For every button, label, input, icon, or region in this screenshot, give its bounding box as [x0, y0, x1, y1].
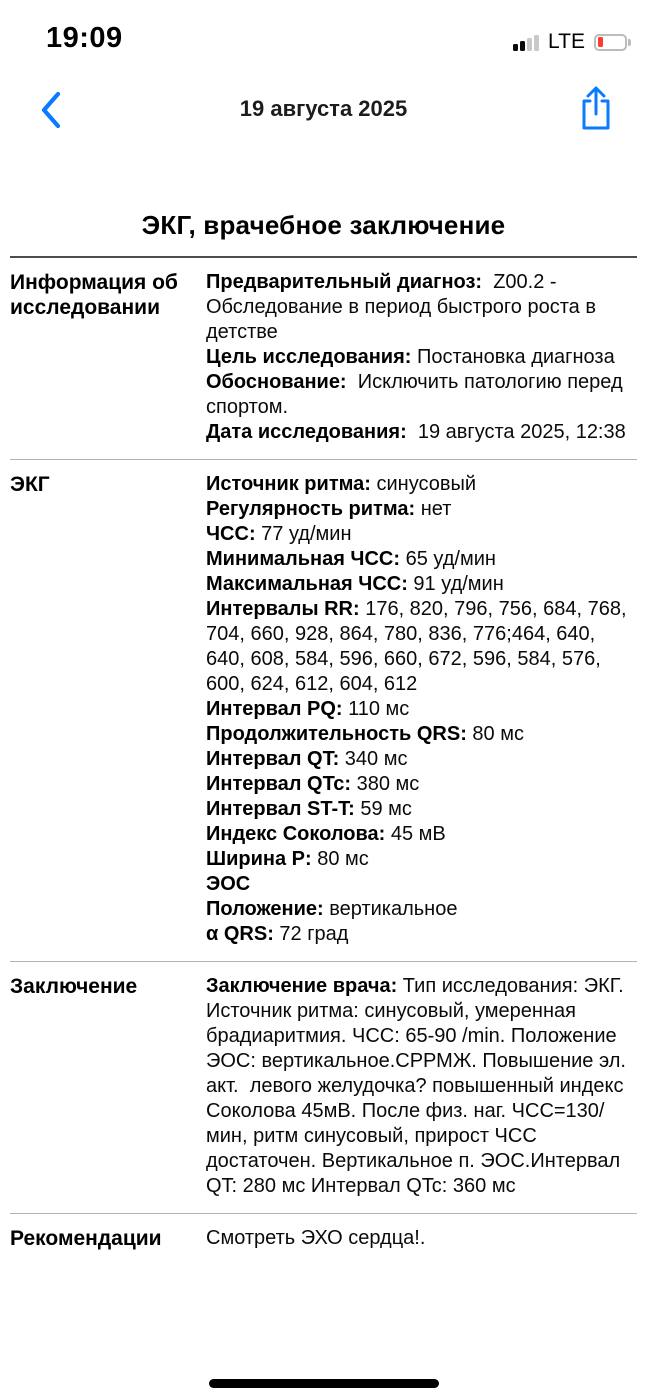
share-button[interactable]	[577, 84, 615, 132]
field-row	[206, 597, 633, 697]
field-key: Источник ритма:	[206, 473, 371, 495]
field-key: Положение:	[206, 898, 324, 920]
field-key: Регулярность ритма:	[206, 498, 416, 520]
field-key: Индекс Соколова:	[206, 823, 386, 845]
report-section	[10, 961, 637, 1213]
section-label: Рекомендации	[10, 1227, 162, 1250]
field-row	[206, 722, 629, 747]
field-row	[206, 572, 629, 597]
section-content	[206, 974, 637, 1199]
field-value: 380 мс	[351, 773, 420, 795]
field-row	[206, 747, 629, 772]
field-key: Максимальная ЧСС:	[206, 573, 408, 595]
field-key: Интервал QT:	[206, 748, 340, 770]
home-indicator[interactable]	[209, 1379, 439, 1388]
field-row	[206, 872, 629, 897]
field-key: Заключение врача:	[206, 975, 398, 997]
back-button[interactable]	[38, 90, 64, 130]
field-row	[206, 847, 629, 872]
network-type-label: LTE	[548, 30, 585, 53]
cellular-signal-icon	[513, 34, 539, 51]
field-key: Интервал QTc:	[206, 773, 352, 795]
field-value: 45 мВ	[385, 823, 446, 845]
field-row	[206, 697, 629, 722]
field-row	[206, 897, 629, 922]
field-row	[206, 797, 629, 822]
battery-level-fill	[598, 37, 603, 47]
field-key: Интервал PQ:	[206, 698, 343, 720]
battery-icon	[594, 34, 627, 51]
field-row	[206, 772, 629, 797]
field-key: Обоснование:	[206, 371, 347, 393]
field-value: 80 мс	[466, 723, 524, 745]
field-value: Постановка диагноза	[411, 346, 615, 368]
field-row	[206, 345, 629, 370]
field-value: 59 мс	[354, 798, 412, 820]
section-content	[206, 270, 637, 445]
field-value: Исключить патологию перед спортом.	[206, 371, 629, 418]
field-key: Дата исследования:	[206, 421, 407, 443]
field-value: 80 мс	[311, 848, 369, 870]
section-label: ЭКГ	[10, 473, 50, 496]
chevron-left-icon	[38, 118, 64, 133]
field-row	[206, 522, 629, 547]
field-value: 176, 820, 796, 756, 684, 768, 704, 660, 928, 864, 780, 836, 776;464, 640, 640, 608, 584, 596, 660, 672, 596, 584, 576, 600, 624, 612, 604, 612	[206, 598, 633, 695]
field-value: 19 августа 2025, 12:38	[406, 421, 626, 443]
field-value: нет	[415, 498, 452, 520]
field-key: ЭОС	[206, 873, 251, 895]
field-row	[206, 420, 629, 445]
field-row	[206, 922, 629, 947]
field-key: ЧСС:	[206, 523, 256, 545]
field-key: Продолжительность QRS:	[206, 723, 467, 745]
field-value: 65 уд/мин	[400, 548, 496, 570]
field-key: Предварительный диагноз:	[206, 271, 483, 293]
report-section	[10, 459, 637, 961]
field-row	[206, 370, 629, 420]
field-value: 340 мс	[339, 748, 408, 770]
field-key: Интервал ST-T:	[206, 798, 355, 820]
status-icons	[513, 30, 631, 54]
nav-bar	[0, 86, 647, 136]
nav-title: 19 августа 2025	[239, 96, 408, 121]
field-key: Минимальная ЧСС:	[206, 548, 401, 570]
share-icon	[577, 120, 615, 135]
field-value: Тип исследования: ЭКГ. Источник ритма: синусовый, умеренная брадиаритмия. ЧСС: 65-90 /min. Положение ЭОС: вертикальное.СРРМЖ. Повышение эл. акт. левого желудочка? повышенный индекс Соколова 45мВ. После физ. наг. ЧСС=130/мин, ритм синусовый, прирост ЧСС достаточен. Вертикальное п. ЭОС.Интервал QT: 280 мс Интервал QTc: 360 мс	[206, 975, 632, 1197]
field-value: Z00.2 - Обследование в период быстрого роста в детстве	[206, 271, 602, 343]
field-row	[206, 270, 629, 345]
report-section	[10, 1213, 637, 1265]
section-content	[206, 1226, 637, 1251]
section-content	[206, 472, 637, 947]
field-row	[206, 547, 629, 572]
field-value: Смотреть ЭХО сердца!.	[206, 1227, 426, 1249]
field-value: синусовый	[370, 473, 476, 495]
field-value: 77 уд/мин	[255, 523, 352, 545]
field-value: вертикальное	[323, 898, 458, 920]
field-key: Ширина P:	[206, 848, 312, 870]
field-key: α QRS:	[206, 923, 274, 945]
field-row	[206, 497, 629, 522]
report-section	[10, 258, 637, 459]
field-value: 110 мс	[342, 698, 410, 720]
field-row	[206, 472, 629, 497]
report-document	[10, 210, 637, 1265]
field-key: Интервалы RR:	[206, 598, 360, 620]
section-label: Заключение	[10, 975, 138, 998]
field-row	[206, 822, 629, 847]
report-table	[10, 256, 637, 1265]
field-value: 91 уд/мин	[407, 573, 504, 595]
report-title: ЭКГ, врачебное заключение	[141, 210, 506, 240]
status-time: 19:09	[46, 22, 123, 54]
section-label: Информация об исследовании	[10, 271, 178, 319]
field-value: 72 град	[273, 923, 349, 945]
field-row	[206, 1226, 629, 1251]
field-key: Цель исследования:	[206, 346, 412, 368]
status-bar	[0, 0, 647, 62]
field-row	[206, 974, 632, 1199]
